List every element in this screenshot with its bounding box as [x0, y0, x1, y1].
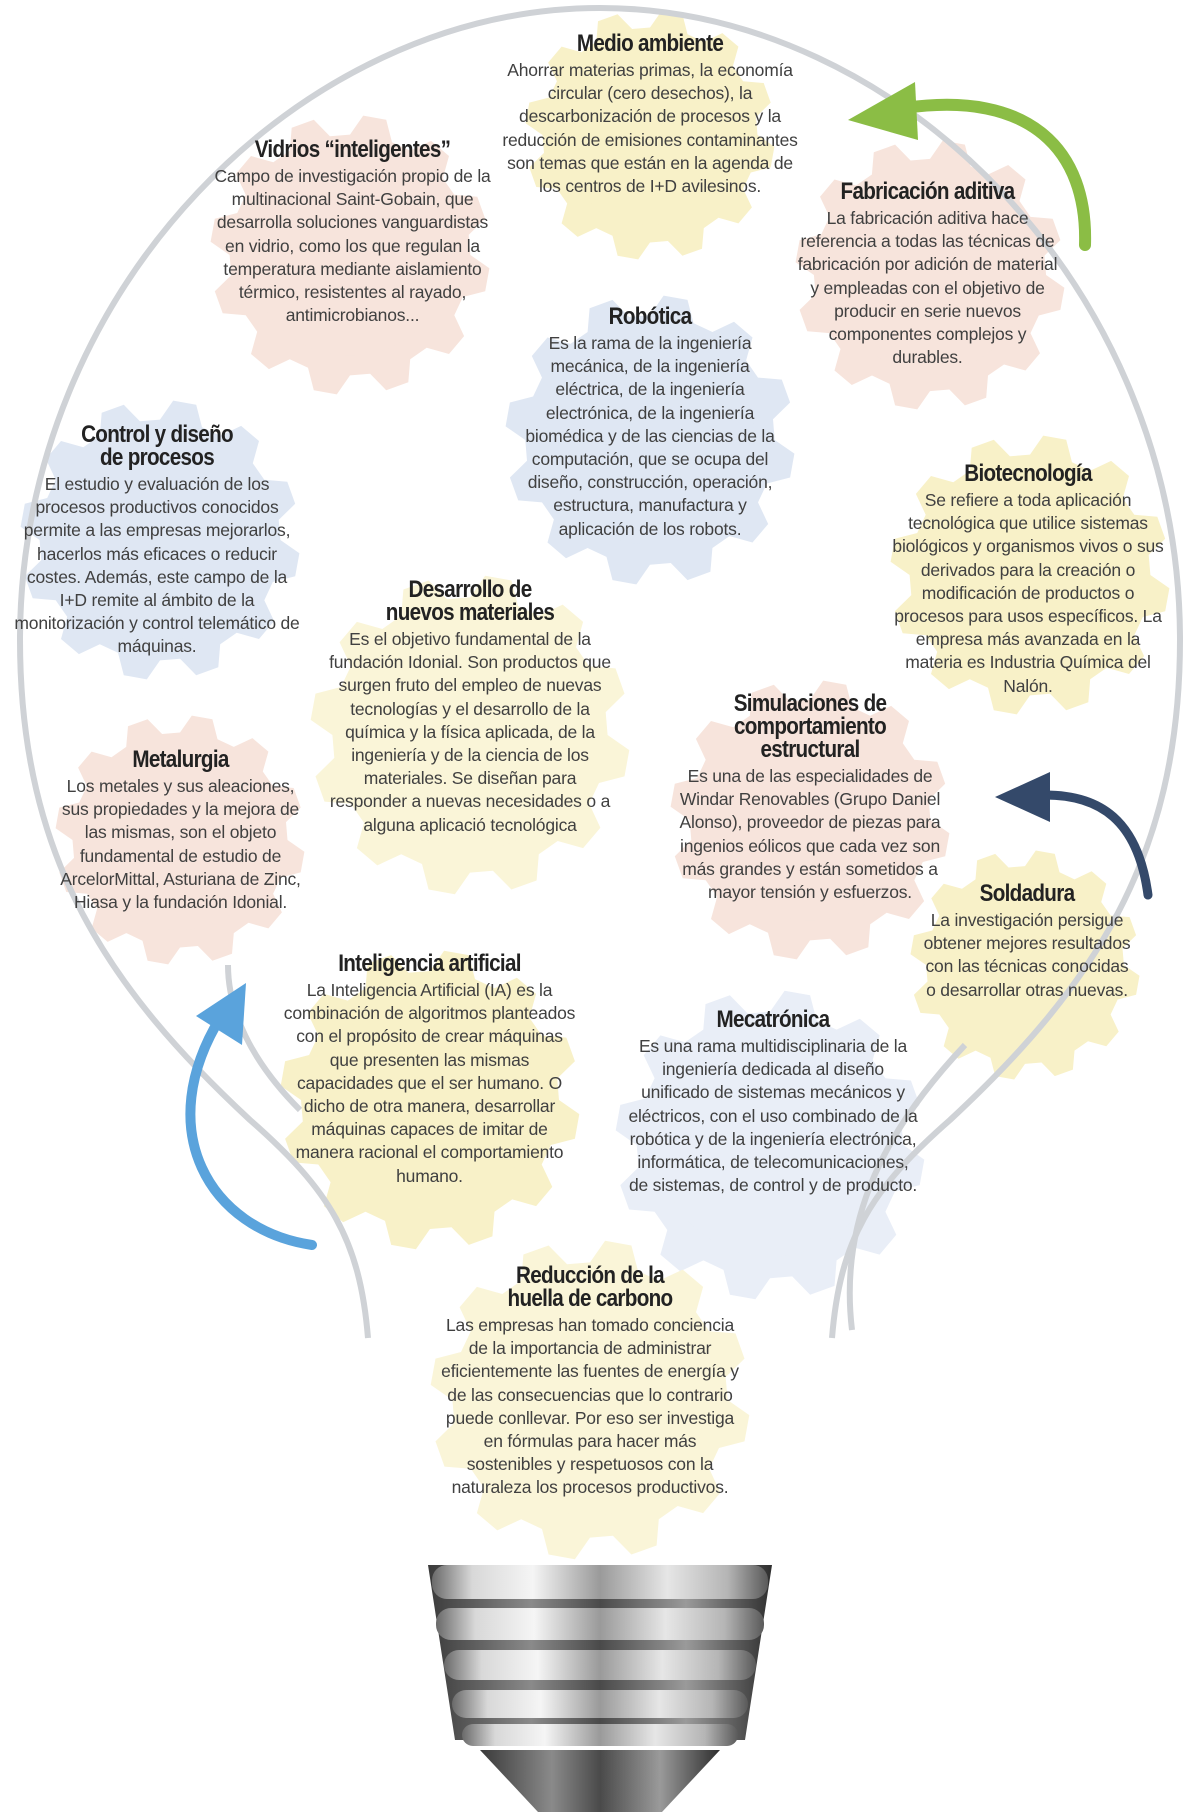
topic-title: Biotecnología — [964, 460, 1092, 487]
topic-title: Soldadura — [979, 880, 1075, 907]
topic-title: Simulaciones de comportamiento estructural — [733, 690, 887, 763]
topic-text: La investigación persigue obtener mejores resultados con las técnicas conocidas o desarrollar otras nuevas. — [923, 910, 1131, 1000]
topic-title: Desarrollo de nuevos materiales — [385, 576, 555, 626]
topic-text: Es la rama de la ingeniería mecánica, de la ingeniería eléctrica, de la ingeniería electrónica, de la ingeniería biomédica y de las ciencias de la computación, que se ocupa del diseño, construcción, operación, estructura, manufactura y aplicación de los robots. — [525, 333, 775, 539]
topic-fabricacion-aditiva — [795, 180, 1060, 369]
topic-title: Reducción de la huella de carbono — [507, 1262, 673, 1312]
topic-text: Los metales y sus aleaciones, sus propiedades y la mejora de las mismas, son el objeto fundamental de estudio de ArcelorMittal, Asturiana de Zinc, Hiasa y la fundación Idonial. — [60, 776, 301, 913]
topic-text: Campo de investigación propio de la multinacional Saint-Gobain, que desarrolla soluciones vanguardistas en vidrio, como los que regulan la temperatura mediante aislamiento térmico, resistentes al rayado, antimicrobianos... — [214, 166, 491, 326]
topic-mecatronica — [628, 1008, 918, 1197]
topic-biotecnologia — [888, 462, 1168, 698]
topic-title: Fabricación aditiva — [840, 178, 1015, 205]
topic-text: Es una rama multidisciplinaria de la ingeniería dedicada al diseño unificado de sistemas mecánicos y eléctricos, con el uso combinado de la robótica y de la ingeniería electrónica, informática, de telecomunicaciones, de sistemas, de control y de producto. — [628, 1036, 918, 1196]
bulb-screw-base — [428, 1565, 772, 1812]
topic-title: Metalurgia — [132, 746, 229, 773]
topic-title: Control y diseño de procesos — [81, 421, 233, 471]
topic-text: El estudio y evaluación de los procesos productivos conocidos permite a las empresas mejorarlos, hacerlos más eficaces o reducir costes. Además, este campo de la I+D remite al ámbito de la monitorización y control telemático de máquinas. — [14, 474, 300, 657]
topic-robotica — [515, 305, 785, 541]
topic-text: Es el objetivo fundamental de la fundación Idonial. Son productos que surgen fruto del empleo de nuevas tecnologías y el desarrollo de la química y la física aplicada, de la ingeniería y de la ciencia de los materiales. Se diseñan para responder a nuevas necesidades o a alguna aplicació tecnológica — [329, 629, 611, 835]
topic-simulaciones — [670, 692, 950, 904]
topic-title: Robótica — [608, 303, 692, 330]
topic-inteligencia-artificial — [282, 952, 577, 1188]
topic-text: La Inteligencia Artificial (IA) es la combinación de algoritmos planteados con el propósito de crear máquinas que presenten las mismas capacidades que el ser humano. O dicho de otra manera, desarrollar máquinas capaces de imitar de manera racional el comportamiento humano. — [283, 980, 576, 1186]
topic-title: Medio ambiente — [576, 30, 724, 57]
topic-text: Se refiere a toda aplicación tecnológica que utilice sistemas biológicos y organismos vivos o sus derivados para la creación o modificación de productos o procesos para usos específicos. La empresa más avanzada en la materia es Industria Química del Nalón. — [892, 490, 1164, 696]
topic-medio-ambiente — [500, 32, 800, 198]
topic-nuevos-materiales — [325, 578, 615, 837]
topic-title: Vidrios “inteligentes” — [254, 136, 451, 163]
topic-text: Las empresas han tomado conciencia de la importancia de administrar eficientemente las fuentes de energía y de las consecuencias que lo contrario puede conllevar. Por eso ser investiga en fórmulas para hacer más sostenibles y respetuosos con la naturaleza los procesos productivos. — [441, 1315, 739, 1498]
topic-soldadura — [922, 882, 1132, 1002]
topic-text: Ahorrar materias primas, la economía circular (cero desechos), la descarbonización de procesos y la reducción de emisiones contaminantes son temas que están en la agenda de los centros de I+D avilesinos. — [502, 60, 798, 197]
topic-huella-carbono — [440, 1264, 740, 1500]
topic-text: La fabricación aditiva hace referencia a todas las técnicas de fabricación por adición de material y empleadas con el objetivo de producir en serie nuevos componentes complejos y durables. — [797, 208, 1058, 368]
topic-title: Mecatrónica — [716, 1006, 830, 1033]
topic-metalurgia — [58, 748, 303, 914]
topic-text: Es una de las especialidades de Windar Renovables (Grupo Daniel Alonso), proveedor de piezas para ingenios eólicos que cada vez son más grandes y están sometidos a mayor tensión y esfuerzos. — [679, 766, 941, 903]
topic-vidrios-inteligentes — [210, 138, 495, 327]
topic-title: Inteligencia artificial — [338, 950, 521, 977]
topic-control-diseno-procesos — [12, 423, 302, 659]
